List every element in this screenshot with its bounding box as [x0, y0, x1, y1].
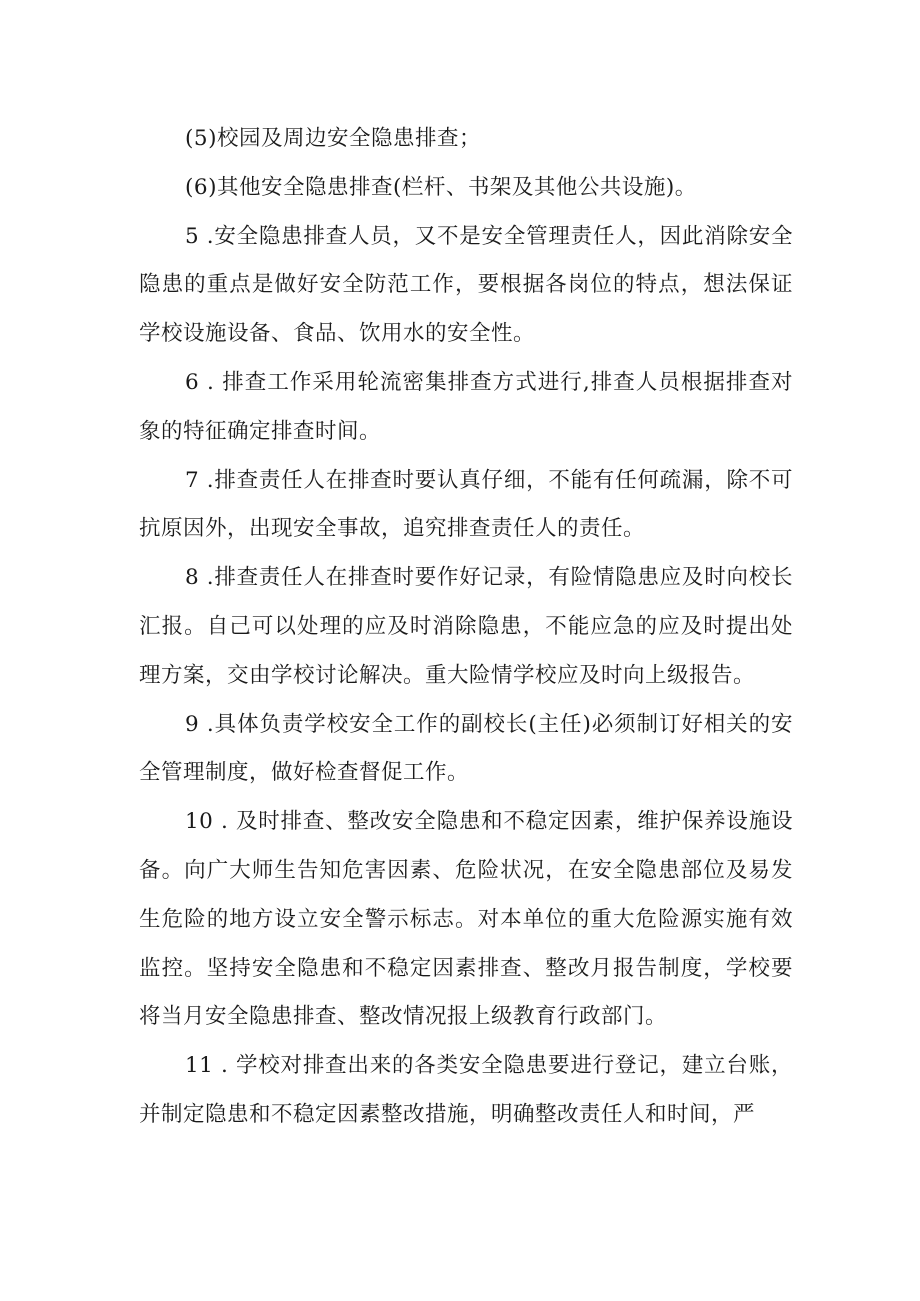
paragraph-rule-11: 11 . 学校对排查出来的各类安全隐患要进行登记，建立台账，并制定隐患和不稳定因素整改措施，明确整改责任人和时间，严 — [139, 1053, 793, 1127]
paragraph-rule-6: 6 . 排查工作采用轮流密集排查方式进行,排查人员根据排查对象的特征确定排查时间。 — [139, 369, 793, 444]
paragraph-item-6-other: (6)其他安全隐患排查(栏杆、书架及其他公共设施)。 — [185, 174, 697, 200]
paragraph-item-5-campus: (5)校园及周边安全隐患排查； — [185, 126, 481, 151]
paragraph-rule-10: 10 . 及时排查、整改安全隐患和不稳定因素，维护保养设施设备。向广大师生告知危害因素、危险状况，在安全隐患部位及易发生危险的地方设立安全警示标志。对本单位的重大危险源实施有效监控。坚持安全隐患和不稳定因素排查、整改月报告制度，学校要将当月安全隐患排查、整改情况报上级教育行政部门。 — [139, 809, 793, 1030]
paragraph-rule-8: 8 .排查责任人在排查时要作好记录，有险情隐患应及时向校长汇报。自己可以处理的应及时消除隐患，不能应急的应及时提出处理方案，交由学校讨论解决。重大险情学校应及时向上级报告。 — [139, 565, 793, 688]
paragraph-rule-7: 7 .排查责任人在排查时要认真仔细，不能有任何疏漏，除不可抗原因外，出现安全事故，追究排查责任人的责任。 — [139, 467, 793, 542]
paragraph-rule-9: 9 .具体负责学校安全工作的副校长(主任)必须制订好相关的安全管理制度，做好检查督促工作。 — [139, 711, 793, 786]
paragraph-rule-5: 5 .安全隐患排查人员，又不是安全管理责任人，因此消除安全隐患的重点是做好安全防范工作，要根据各岗位的特点，想法保证学校设施设备、食品、饮用水的安全性。 — [139, 223, 793, 347]
document-body — [139, 115, 793, 1140]
